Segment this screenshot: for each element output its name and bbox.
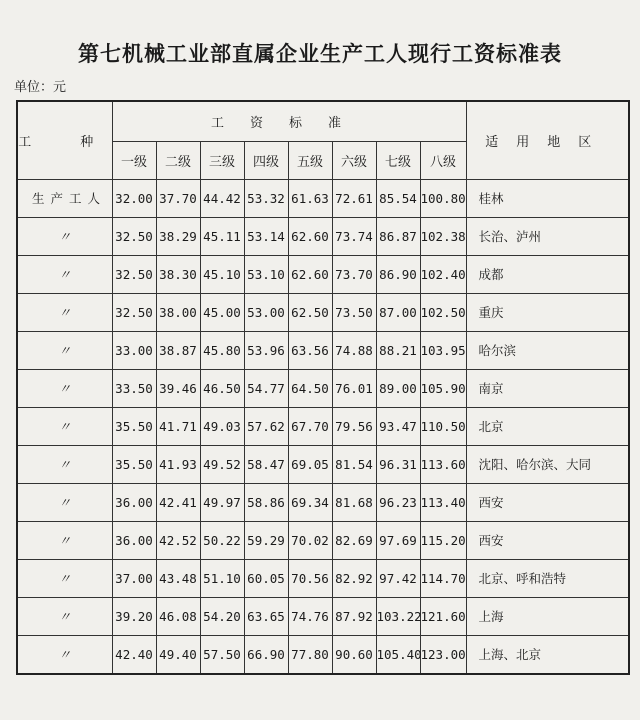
cell-wage-value: 115.20 (420, 521, 466, 559)
cell-wage-value: 73.74 (332, 217, 376, 255)
cell-worker-type: 〃 (17, 217, 112, 255)
cell-wage-value: 33.00 (112, 331, 156, 369)
cell-wage-value: 86.87 (376, 217, 420, 255)
table-row (17, 445, 629, 483)
table-row (17, 255, 629, 293)
cell-wage-value: 123.00 (420, 635, 466, 674)
cell-wage-value: 54.20 (200, 597, 244, 635)
cell-wage-value: 66.90 (244, 635, 288, 674)
cell-wage-value: 88.21 (376, 331, 420, 369)
cell-wage-value: 57.50 (200, 635, 244, 674)
cell-wage-value: 113.60 (420, 445, 466, 483)
cell-worker-type: 〃 (17, 559, 112, 597)
header-grade: 一级 (112, 141, 156, 179)
cell-worker-type: 〃 (17, 445, 112, 483)
cell-wage-value: 63.65 (244, 597, 288, 635)
table-row (17, 217, 629, 255)
cell-wage-value: 42.52 (156, 521, 200, 559)
header-standard: 工资标准 (112, 101, 466, 141)
cell-wage-value: 53.10 (244, 255, 288, 293)
cell-wage-value: 41.71 (156, 407, 200, 445)
cell-wage-value: 54.77 (244, 369, 288, 407)
header-grade: 二级 (156, 141, 200, 179)
cell-wage-value: 70.56 (288, 559, 332, 597)
cell-worker-type: 〃 (17, 331, 112, 369)
cell-wage-value: 102.38 (420, 217, 466, 255)
cell-worker-type: 〃 (17, 521, 112, 559)
cell-wage-value: 73.70 (332, 255, 376, 293)
cell-wage-value: 45.00 (200, 293, 244, 331)
header-grade: 四级 (244, 141, 288, 179)
header-grade: 六级 (332, 141, 376, 179)
cell-wage-value: 62.50 (288, 293, 332, 331)
cell-worker-type: 〃 (17, 635, 112, 674)
table-row (17, 293, 629, 331)
table-row (17, 635, 629, 674)
cell-wage-value: 46.50 (200, 369, 244, 407)
cell-wage-value: 77.80 (288, 635, 332, 674)
table-row (17, 331, 629, 369)
cell-wage-value: 36.00 (112, 483, 156, 521)
cell-wage-value: 60.05 (244, 559, 288, 597)
cell-region: 沈阳、哈尔滨、大同 (466, 445, 629, 483)
cell-wage-value: 53.00 (244, 293, 288, 331)
table-body (17, 179, 629, 674)
cell-wage-value: 53.14 (244, 217, 288, 255)
cell-wage-value: 64.50 (288, 369, 332, 407)
cell-worker-type: 〃 (17, 597, 112, 635)
cell-region: 西安 (466, 521, 629, 559)
cell-wage-value: 41.93 (156, 445, 200, 483)
cell-wage-value: 45.10 (200, 255, 244, 293)
cell-wage-value: 82.92 (332, 559, 376, 597)
cell-wage-value: 73.50 (332, 293, 376, 331)
cell-wage-value: 45.11 (200, 217, 244, 255)
cell-wage-value: 53.96 (244, 331, 288, 369)
cell-wage-value: 50.22 (200, 521, 244, 559)
cell-wage-value: 81.54 (332, 445, 376, 483)
cell-wage-value: 32.00 (112, 179, 156, 217)
cell-wage-value: 35.50 (112, 445, 156, 483)
cell-wage-value: 74.76 (288, 597, 332, 635)
cell-wage-value: 89.00 (376, 369, 420, 407)
unit-label: 单位：元 (14, 80, 67, 95)
cell-worker-type: 生产工人 (17, 179, 112, 217)
cell-region: 长治、泸州 (466, 217, 629, 255)
cell-wage-value: 42.41 (156, 483, 200, 521)
cell-wage-value: 38.29 (156, 217, 200, 255)
cell-wage-value: 76.01 (332, 369, 376, 407)
cell-wage-value: 72.61 (332, 179, 376, 217)
cell-worker-type: 〃 (17, 255, 112, 293)
cell-wage-value: 96.31 (376, 445, 420, 483)
cell-wage-value: 86.90 (376, 255, 420, 293)
cell-wage-value: 103.22 (376, 597, 420, 635)
cell-wage-value: 110.50 (420, 407, 466, 445)
cell-wage-value: 43.48 (156, 559, 200, 597)
cell-wage-value: 45.80 (200, 331, 244, 369)
cell-wage-value: 32.50 (112, 293, 156, 331)
cell-region: 上海、北京 (466, 635, 629, 674)
cell-wage-value: 87.00 (376, 293, 420, 331)
cell-worker-type: 〃 (17, 407, 112, 445)
cell-region: 桂林 (466, 179, 629, 217)
table-row (17, 597, 629, 635)
cell-wage-value: 39.20 (112, 597, 156, 635)
cell-wage-value: 102.50 (420, 293, 466, 331)
cell-wage-value: 63.56 (288, 331, 332, 369)
table-row (17, 521, 629, 559)
table-row (17, 407, 629, 445)
cell-wage-value: 53.32 (244, 179, 288, 217)
cell-region: 北京、呼和浩特 (466, 559, 629, 597)
cell-wage-value: 36.00 (112, 521, 156, 559)
cell-wage-value: 113.40 (420, 483, 466, 521)
wage-table (16, 100, 630, 675)
cell-wage-value: 62.60 (288, 217, 332, 255)
cell-wage-value: 87.92 (332, 597, 376, 635)
cell-wage-value: 81.68 (332, 483, 376, 521)
cell-wage-value: 85.54 (376, 179, 420, 217)
cell-wage-value: 105.40 (376, 635, 420, 674)
header-grade: 五级 (288, 141, 332, 179)
cell-region: 上海 (466, 597, 629, 635)
cell-wage-value: 93.47 (376, 407, 420, 445)
cell-worker-type: 〃 (17, 293, 112, 331)
cell-wage-value: 105.90 (420, 369, 466, 407)
cell-wage-value: 33.50 (112, 369, 156, 407)
cell-wage-value: 49.40 (156, 635, 200, 674)
table-row (17, 483, 629, 521)
cell-wage-value: 58.47 (244, 445, 288, 483)
cell-wage-value: 59.29 (244, 521, 288, 559)
cell-wage-value: 62.60 (288, 255, 332, 293)
cell-wage-value: 49.03 (200, 407, 244, 445)
cell-wage-value: 61.63 (288, 179, 332, 217)
cell-worker-type: 〃 (17, 483, 112, 521)
cell-wage-value: 38.00 (156, 293, 200, 331)
header-region: 适用地区 (466, 101, 629, 179)
cell-wage-value: 35.50 (112, 407, 156, 445)
cell-wage-value: 103.95 (420, 331, 466, 369)
cell-wage-value: 38.87 (156, 331, 200, 369)
cell-region: 西安 (466, 483, 629, 521)
cell-wage-value: 42.40 (112, 635, 156, 674)
cell-wage-value: 44.42 (200, 179, 244, 217)
cell-wage-value: 97.42 (376, 559, 420, 597)
cell-region: 北京 (466, 407, 629, 445)
cell-region: 成都 (466, 255, 629, 293)
cell-region: 南京 (466, 369, 629, 407)
header-grade: 三级 (200, 141, 244, 179)
header-grade: 七级 (376, 141, 420, 179)
cell-wage-value: 46.08 (156, 597, 200, 635)
cell-wage-value: 57.62 (244, 407, 288, 445)
cell-region: 重庆 (466, 293, 629, 331)
cell-wage-value: 37.00 (112, 559, 156, 597)
cell-wage-value: 82.69 (332, 521, 376, 559)
cell-wage-value: 51.10 (200, 559, 244, 597)
cell-wage-value: 100.80 (420, 179, 466, 217)
header-type: 工 种 (17, 101, 112, 179)
table-row (17, 179, 629, 217)
cell-wage-value: 39.46 (156, 369, 200, 407)
cell-wage-value: 32.50 (112, 255, 156, 293)
cell-wage-value: 97.69 (376, 521, 420, 559)
cell-wage-value: 74.88 (332, 331, 376, 369)
cell-wage-value: 79.56 (332, 407, 376, 445)
table-row (17, 369, 629, 407)
cell-wage-value: 70.02 (288, 521, 332, 559)
cell-wage-value: 121.60 (420, 597, 466, 635)
cell-wage-value: 114.70 (420, 559, 466, 597)
cell-wage-value: 69.05 (288, 445, 332, 483)
page-title: 第七机械工业部直属企业生产工人现行工资标准表 (78, 41, 562, 66)
cell-wage-value: 58.86 (244, 483, 288, 521)
table-row (17, 559, 629, 597)
cell-wage-value: 49.52 (200, 445, 244, 483)
cell-wage-value: 49.97 (200, 483, 244, 521)
cell-wage-value: 38.30 (156, 255, 200, 293)
cell-wage-value: 37.70 (156, 179, 200, 217)
cell-region: 哈尔滨 (466, 331, 629, 369)
header-grade: 八级 (420, 141, 466, 179)
cell-wage-value: 32.50 (112, 217, 156, 255)
cell-worker-type: 〃 (17, 369, 112, 407)
cell-wage-value: 102.40 (420, 255, 466, 293)
header-row-top (17, 101, 629, 141)
cell-wage-value: 96.23 (376, 483, 420, 521)
cell-wage-value: 69.34 (288, 483, 332, 521)
cell-wage-value: 90.60 (332, 635, 376, 674)
cell-wage-value: 67.70 (288, 407, 332, 445)
